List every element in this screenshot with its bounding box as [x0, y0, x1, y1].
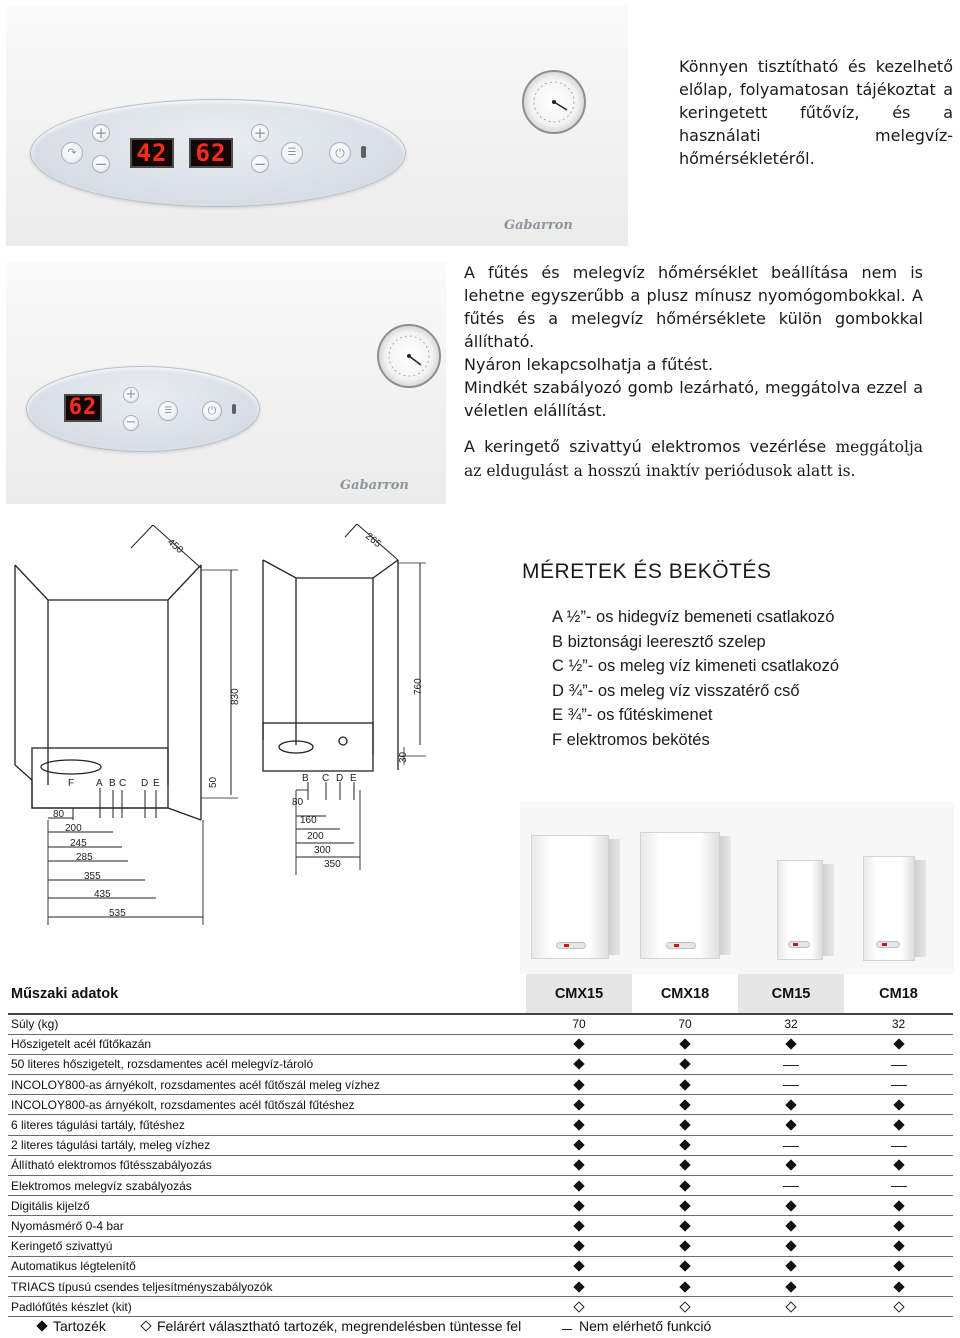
filled-diamond-icon — [785, 1261, 796, 1272]
table-row — [8, 1297, 953, 1317]
included-cell — [526, 1054, 632, 1074]
unavailable-cell — [844, 1135, 953, 1155]
brand-logo: Gabarron — [340, 478, 409, 493]
included-cell — [526, 1034, 632, 1054]
boiler-unit — [863, 856, 915, 961]
table-row — [8, 1236, 953, 1256]
filled-diamond-icon — [36, 1320, 47, 1331]
unavailable-cell — [738, 1054, 844, 1074]
connection-item: E ¾”- os fűtéskimenet — [552, 706, 713, 724]
filled-diamond-icon — [785, 1200, 796, 1211]
legend-included: Tartozék — [38, 1318, 106, 1334]
dash-icon — [783, 1146, 799, 1147]
included-cell — [738, 1216, 844, 1236]
included-cell — [526, 1236, 632, 1256]
filled-diamond-icon — [679, 1240, 690, 1251]
connection-item: D ¾”- os meleg víz visszatérő cső — [552, 681, 800, 700]
included-cell — [526, 1276, 632, 1296]
optional-cell — [632, 1297, 738, 1317]
model-column-header: CM18 — [879, 985, 918, 1002]
conn-letter-large: E — [153, 778, 160, 789]
filled-diamond-icon — [573, 1281, 584, 1292]
feature-label: Hőszigetelt acél fűtőkazán — [8, 1034, 526, 1054]
included-cell — [738, 1256, 844, 1276]
optional-cell — [526, 1297, 632, 1317]
boiler-unit — [531, 835, 609, 959]
filled-diamond-icon — [679, 1180, 690, 1191]
value-cell: 32 — [844, 1014, 953, 1034]
connections-list — [552, 605, 952, 752]
filled-diamond-icon — [679, 1039, 690, 1050]
included-cell — [738, 1034, 844, 1054]
model-column-header: CM15 — [738, 974, 844, 1014]
dash-icon — [891, 1065, 907, 1066]
specifications-table — [8, 974, 953, 1317]
dim-bottom-large: 535 — [109, 908, 126, 919]
model-column-header: CMX15 — [526, 974, 632, 1014]
pressure-gauge-icon — [377, 324, 441, 388]
included-cell — [632, 1075, 738, 1095]
feature-label: Automatikus légtelenítő — [8, 1256, 526, 1276]
included-cell — [632, 1176, 738, 1196]
conn-letter-small: B — [302, 773, 309, 784]
legend-optional: Felárért választható tartozék, megrendelésben tüntesse fel — [142, 1318, 521, 1334]
table-row — [8, 1256, 953, 1276]
connection-item: B biztonsági leeresztő szelep — [552, 632, 766, 651]
conn-letter-large: B — [109, 778, 116, 789]
table-header: Műszaki adatok — [11, 985, 119, 1002]
filled-diamond-icon — [573, 1099, 584, 1110]
included-cell — [526, 1256, 632, 1276]
filled-diamond-icon — [785, 1160, 796, 1171]
open-diamond-icon — [893, 1301, 904, 1312]
boiler-unit — [640, 832, 720, 959]
filled-diamond-icon — [573, 1220, 584, 1231]
included-cell — [526, 1155, 632, 1175]
included-cell — [526, 1176, 632, 1196]
table-row — [8, 1276, 953, 1296]
dim-offset-50: 50 — [208, 776, 219, 788]
dash-icon — [783, 1065, 799, 1066]
dimensions-title: MÉRETEK ÉS BEKÖTÉS — [522, 560, 772, 583]
table-row — [8, 1054, 953, 1074]
dim-bottom-large: 245 — [70, 838, 87, 849]
heating-icon: ☰ — [281, 142, 303, 164]
feature-label: Nyomásmérő 0-4 bar — [8, 1216, 526, 1236]
optional-cell — [844, 1297, 953, 1317]
filled-diamond-icon — [785, 1119, 796, 1130]
unavailable-cell — [844, 1176, 953, 1196]
filled-diamond-icon — [679, 1059, 690, 1070]
included-cell — [738, 1276, 844, 1296]
filled-diamond-icon — [893, 1200, 904, 1211]
pump-text-sans: A keringető szivattyú elektromos vezérlése — [464, 437, 827, 456]
included-cell — [844, 1276, 953, 1296]
filled-diamond-icon — [679, 1261, 690, 1272]
panel2-text-1: A fűtés és melegvíz hőmérséklet beállítása nem is lehetne egyszerűbb a plusz mínusz nyomógombokkal. A fűtés és a melegvíz hőmérséklete külön gombokkal állítható. — [464, 263, 923, 351]
feature-label: Súly (kg) — [8, 1014, 526, 1034]
heating-icon: ☰ — [158, 401, 178, 421]
conn-letter-small: E — [350, 773, 357, 784]
open-diamond-icon — [679, 1301, 690, 1312]
table-row — [8, 1034, 953, 1054]
included-cell — [632, 1236, 738, 1256]
filled-diamond-icon — [679, 1099, 690, 1110]
power-button[interactable]: ⏻ — [202, 401, 222, 421]
dim-width-large: 450 — [165, 536, 185, 557]
product-lineup-photo — [520, 802, 954, 974]
filled-diamond-icon — [573, 1119, 584, 1130]
filled-diamond-icon — [573, 1160, 584, 1171]
minus-button[interactable]: − — [123, 415, 139, 431]
included-cell — [526, 1196, 632, 1216]
dim-height-large: 830 — [230, 688, 241, 705]
included-cell — [526, 1095, 632, 1115]
filled-diamond-icon — [893, 1099, 904, 1110]
filled-diamond-icon — [573, 1039, 584, 1050]
filled-diamond-icon — [679, 1220, 690, 1231]
included-cell — [738, 1236, 844, 1256]
feature-label: INCOLOY800-as árnyékolt, rozsdamentes acél fűtőszál fűtéshez — [8, 1095, 526, 1115]
dim-height-small: 760 — [413, 678, 424, 695]
unavailable-cell — [738, 1075, 844, 1095]
table-row — [8, 1014, 953, 1034]
filled-diamond-icon — [785, 1099, 796, 1110]
conn-letter-large: F — [68, 778, 75, 789]
dim-bottom-large: 80 — [53, 809, 65, 820]
feature-label: Elektromos melegvíz szabályozás — [8, 1176, 526, 1196]
filled-diamond-icon — [785, 1240, 796, 1251]
included-cell — [526, 1075, 632, 1095]
filled-diamond-icon — [679, 1200, 690, 1211]
included-cell — [738, 1155, 844, 1175]
dim-offset-30: 30 — [398, 751, 409, 763]
filled-diamond-icon — [573, 1261, 584, 1272]
power-led — [361, 146, 366, 158]
boiler-unit — [777, 860, 823, 960]
legend-unavailable: Nem elérhető funkció — [562, 1318, 711, 1334]
feature-label: 6 literes tágulási tartály, fűtéshez — [8, 1115, 526, 1135]
filled-diamond-icon — [893, 1160, 904, 1171]
included-cell — [632, 1276, 738, 1296]
filled-diamond-icon — [893, 1281, 904, 1292]
filled-diamond-icon — [573, 1079, 584, 1090]
included-cell — [738, 1196, 844, 1216]
unavailable-cell — [844, 1075, 953, 1095]
feature-label: Keringető szivattyú — [8, 1236, 526, 1256]
dim-width-small: 265 — [363, 530, 383, 551]
filled-diamond-icon — [893, 1261, 904, 1272]
filled-diamond-icon — [893, 1220, 904, 1231]
table-row — [8, 1216, 953, 1236]
dash-icon — [891, 1085, 907, 1086]
conn-letter-large: A — [96, 778, 103, 789]
panel2-text-2: Nyáron lekapcsolhatja a fűtést. — [464, 355, 714, 374]
power-led — [232, 404, 236, 414]
conn-letter-large: C — [119, 778, 127, 789]
feature-label: 2 literes tágulási tartály, meleg vízhez — [8, 1135, 526, 1155]
dim-bottom-large: 200 — [65, 823, 82, 834]
control-panel-oval-small — [26, 366, 260, 452]
filled-diamond-icon — [785, 1281, 796, 1292]
dim-bottom-small: 80 — [292, 797, 304, 808]
unavailable-cell — [844, 1054, 953, 1074]
included-cell — [632, 1196, 738, 1216]
dim-bottom-large: 285 — [76, 852, 93, 863]
panel2-text-3: Mindkét szabályozó gomb lezárható, meggátolva ezzel a véletlen elállítást. — [464, 378, 923, 420]
pressure-gauge-icon — [522, 70, 586, 134]
filled-diamond-icon — [893, 1119, 904, 1130]
value-cell: 32 — [738, 1014, 844, 1034]
dim-bottom-large: 435 — [94, 889, 111, 900]
included-cell — [632, 1256, 738, 1276]
control-panel-photo-single — [6, 262, 446, 504]
conn-letter-small: C — [322, 773, 330, 784]
conn-letter-small: D — [336, 773, 344, 784]
value-cell: 70 — [526, 1014, 632, 1034]
dim-bottom-small: 350 — [324, 859, 341, 870]
minus-button-water[interactable]: − — [92, 155, 110, 173]
filled-diamond-icon — [893, 1240, 904, 1251]
feature-label: Digitális kijelző — [8, 1196, 526, 1216]
included-cell — [738, 1115, 844, 1135]
panel1-description: Könnyen tisztítható és kezelhető előlap, folyamatosan tájékoztat a keringetett fűtővíz, és a használati melegvíz-hőmérsékletéről. — [679, 57, 953, 168]
dimension-drawing — [8, 520, 428, 935]
included-cell — [632, 1135, 738, 1155]
filled-diamond-icon — [679, 1119, 690, 1130]
minus-button-heating[interactable]: − — [251, 155, 269, 173]
dim-bottom-small: 200 — [307, 831, 324, 842]
connection-item: F elektromos bekötés — [552, 730, 710, 749]
dash-icon — [783, 1186, 799, 1187]
included-cell — [844, 1095, 953, 1115]
model-column-header: CMX18 — [660, 985, 710, 1002]
feature-label: INCOLOY800-as árnyékolt, rozsdamentes acél fűtőszál meleg vízhez — [8, 1075, 526, 1095]
temperature-display: 62 — [64, 394, 102, 422]
plus-button-heating[interactable]: + — [251, 124, 269, 142]
included-cell — [844, 1115, 953, 1135]
table-row — [8, 1075, 953, 1095]
water-temperature-display: 42 — [130, 138, 174, 168]
included-cell — [844, 1196, 953, 1216]
panel2-description — [464, 261, 923, 483]
filled-diamond-icon — [785, 1220, 796, 1231]
included-cell — [844, 1155, 953, 1175]
included-cell — [632, 1155, 738, 1175]
included-cell — [844, 1236, 953, 1256]
feature-label: Padlófűtés készlet (kit) — [8, 1297, 526, 1317]
control-panel-photo-dual — [6, 6, 628, 246]
heating-temperature-display: 62 — [189, 138, 233, 168]
included-cell — [526, 1115, 632, 1135]
filled-diamond-icon — [573, 1140, 584, 1151]
dash-icon — [891, 1146, 907, 1147]
included-cell — [632, 1095, 738, 1115]
hot-water-icon: ↷ — [61, 142, 83, 164]
included-cell — [632, 1216, 738, 1236]
unavailable-cell — [738, 1135, 844, 1155]
unavailable-cell — [738, 1176, 844, 1196]
feature-label: 50 literes hőszigetelt, rozsdamentes acél melegvíz-tároló — [8, 1054, 526, 1074]
power-button[interactable]: ⏻ — [329, 142, 351, 164]
connection-item: A ½”- os hidegvíz bemeneti csatlakozó — [552, 608, 835, 626]
control-panel-oval — [30, 99, 406, 207]
table-row — [8, 1196, 953, 1216]
value-cell: 70 — [632, 1014, 738, 1034]
table-row — [8, 1135, 953, 1155]
included-cell — [738, 1095, 844, 1115]
filled-diamond-icon — [573, 1180, 584, 1191]
filled-diamond-icon — [679, 1160, 690, 1171]
open-diamond-icon — [573, 1301, 584, 1312]
feature-label: Állítható elektromos fűtésszabályozás — [8, 1155, 526, 1175]
conn-letter-large: D — [141, 778, 149, 789]
dash-icon — [562, 1329, 572, 1330]
pump-text-serif: meggátolja az eldugulást a hosszú inaktív periódusok alatt is. — [464, 438, 923, 480]
dash-icon — [783, 1085, 799, 1086]
included-cell — [526, 1216, 632, 1236]
filled-diamond-icon — [679, 1079, 690, 1090]
optional-cell — [738, 1297, 844, 1317]
table-row — [8, 1115, 953, 1135]
plus-button[interactable]: + — [123, 387, 139, 403]
open-diamond-icon — [785, 1301, 796, 1312]
table-row — [8, 1095, 953, 1115]
included-cell — [844, 1256, 953, 1276]
filled-diamond-icon — [893, 1039, 904, 1050]
table-row — [8, 1155, 953, 1175]
open-diamond-icon — [140, 1320, 151, 1331]
filled-diamond-icon — [679, 1281, 690, 1292]
dim-bottom-small: 300 — [314, 845, 331, 856]
feature-label: TRIACS típusú csendes teljesítményszabályozók — [8, 1276, 526, 1296]
filled-diamond-icon — [573, 1200, 584, 1211]
dim-bottom-large: 355 — [84, 871, 101, 882]
filled-diamond-icon — [679, 1140, 690, 1151]
brand-logo: Gabarron — [504, 218, 573, 233]
filled-diamond-icon — [573, 1240, 584, 1251]
dim-bottom-small: 160 — [300, 815, 317, 826]
included-cell — [632, 1115, 738, 1135]
filled-diamond-icon — [573, 1059, 584, 1070]
included-cell — [632, 1054, 738, 1074]
dash-icon — [891, 1186, 907, 1187]
included-cell — [526, 1135, 632, 1155]
connection-item: C ½”- os meleg víz kimeneti csatlakozó — [552, 657, 840, 675]
table-row — [8, 1176, 953, 1196]
filled-diamond-icon — [785, 1039, 796, 1050]
included-cell — [844, 1034, 953, 1054]
included-cell — [844, 1216, 953, 1236]
included-cell — [632, 1034, 738, 1054]
panel2-pump-text — [464, 435, 923, 483]
plus-button-water[interactable]: + — [92, 124, 110, 142]
